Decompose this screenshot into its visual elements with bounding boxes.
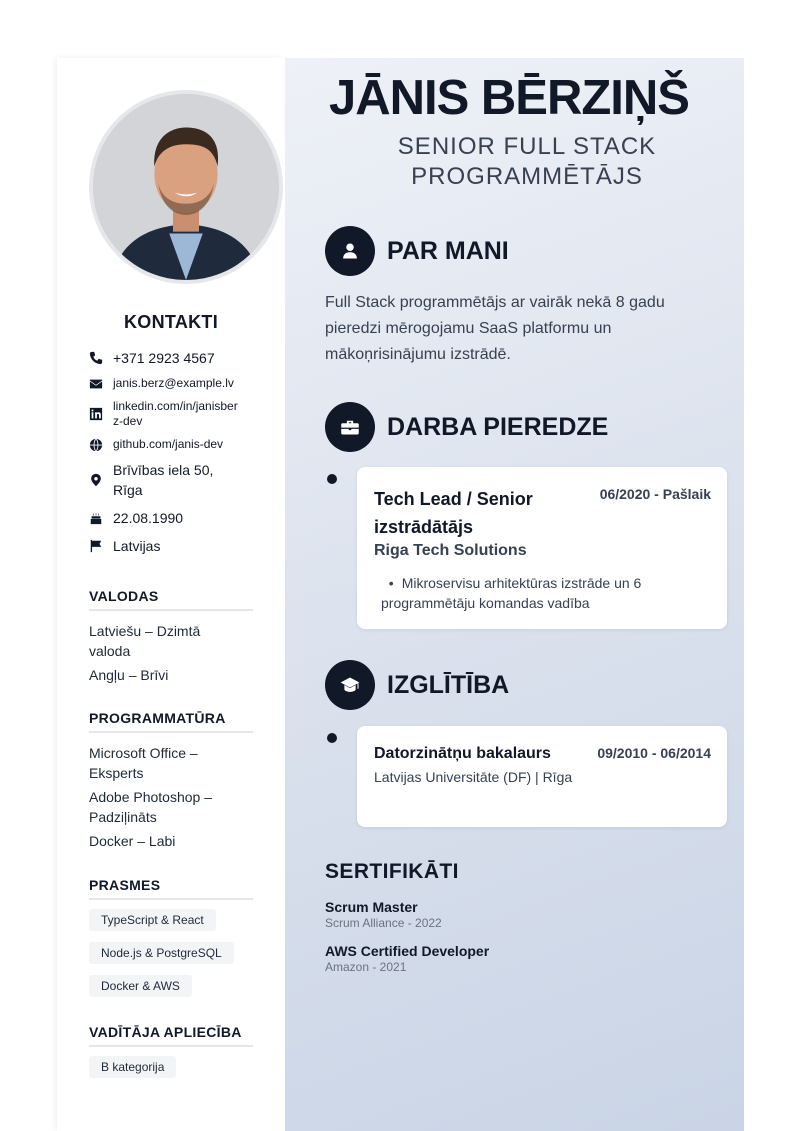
software-item: Docker – Labi [89, 833, 176, 849]
nationality-text: Latvijas [113, 538, 161, 554]
certificate-issuer: Amazon - 2021 [325, 960, 407, 974]
skill-tag: Node.js & PostgreSQL [89, 942, 234, 964]
education-dates: 09/2010 - 06/2014 [597, 745, 711, 761]
main-content [285, 58, 744, 1131]
graduation-cap-icon [325, 660, 375, 710]
license-tag: B kategorija [89, 1056, 176, 1078]
certificates-title: SERTIFIKĀTI [325, 860, 459, 883]
about-header [325, 226, 509, 276]
skill-tag: TypeScript & React [89, 909, 216, 931]
timeline-dot [327, 474, 337, 484]
degree-title: Datorzinātņu bakalaurs [374, 745, 551, 762]
flag-icon [89, 539, 103, 553]
contact-birthday [89, 508, 259, 528]
certificate-issuer: Scrum Alliance - 2022 [325, 916, 442, 930]
birthday-text: 22.08.1990 [113, 510, 184, 526]
language-item: Angļu – Brīvi [89, 667, 169, 683]
job-dates: 06/2020 - Pašlaik [599, 486, 711, 502]
about-text: Full Stack programmētājs ar vairāk nekā 8 gadu pieredzi mērogojamu SaaS platformu un mākoņrisinājumu izstrādē. [325, 294, 665, 363]
linkedin-icon [89, 407, 103, 421]
contact-nationality [89, 536, 259, 556]
skills-tags [89, 909, 259, 1006]
job-title: Tech Lead / Senior izstrādātājs [374, 489, 533, 537]
software-list [89, 743, 239, 855]
education-header [325, 660, 509, 710]
contact-linkedin [89, 399, 259, 429]
resume-page [57, 58, 744, 1131]
address-text: Brīvības iela 50, Rīga [113, 462, 214, 498]
certificate-item [325, 898, 442, 931]
linkedin-link[interactable]: linkedin.com/in/janisber z-dev [113, 399, 238, 428]
software-item: Microsoft Office – Eksperts [89, 745, 198, 781]
education-title: IZGLĪTĪBA [387, 670, 510, 699]
contact-phone [89, 348, 259, 368]
profile-photo [89, 90, 283, 284]
job-role: SENIOR FULL STACK PROGRAMMĒTĀJS [397, 133, 657, 190]
about-title: PAR MANI [387, 236, 509, 265]
languages-list [89, 621, 239, 689]
language-item: Latviešu – Dzimtā valoda [89, 623, 201, 659]
timeline-dot [327, 733, 337, 743]
skills-title: PRASMES [89, 877, 253, 900]
license-tags [89, 1056, 259, 1087]
contacts-title: KONTAKTI [123, 312, 219, 332]
license-title: VADĪTĀJA APLIECĪBA [89, 1024, 253, 1047]
sidebar [57, 58, 285, 1131]
phone-icon [89, 351, 103, 365]
experience-title: DARBA PIEREDZE [387, 412, 609, 441]
phone-text[interactable]: +371 2923 4567 [113, 350, 215, 366]
experience-header [325, 402, 608, 452]
user-icon [325, 226, 375, 276]
certificate-name: Scrum Master [325, 899, 418, 915]
contact-list [89, 348, 259, 564]
certificate-item [325, 942, 489, 975]
full-name: JĀNIS BĒRZIŅŠ [328, 71, 689, 125]
contact-address [89, 460, 259, 500]
experience-card [357, 467, 727, 629]
software-title: PROGRAMMATŪRA [89, 710, 253, 733]
contact-github [89, 437, 259, 452]
skill-tag: Docker & AWS [89, 975, 192, 997]
github-link[interactable]: github.com/janis-dev [113, 437, 224, 451]
job-bullet: • Mikroservisu arhitektūras izstrāde un 6 programmētāju komandas vadība [381, 575, 642, 611]
certificate-name: AWS Certified Developer [325, 943, 490, 959]
map-pin-icon [89, 473, 103, 487]
email-text[interactable]: janis.berz@example.lv [113, 376, 234, 390]
education-card [357, 726, 727, 827]
company-name: Riga Tech Solutions [374, 542, 527, 559]
software-item: Adobe Photoshop – Padziļināts [89, 789, 212, 825]
birthday-cake-icon [89, 511, 103, 525]
contact-email [89, 376, 259, 391]
envelope-icon [89, 377, 103, 391]
languages-title: VALODAS [89, 588, 253, 611]
briefcase-icon [325, 402, 375, 452]
school-name: Latvijas Universitāte (DF) | Rīga [374, 769, 573, 785]
globe-icon [89, 438, 103, 452]
